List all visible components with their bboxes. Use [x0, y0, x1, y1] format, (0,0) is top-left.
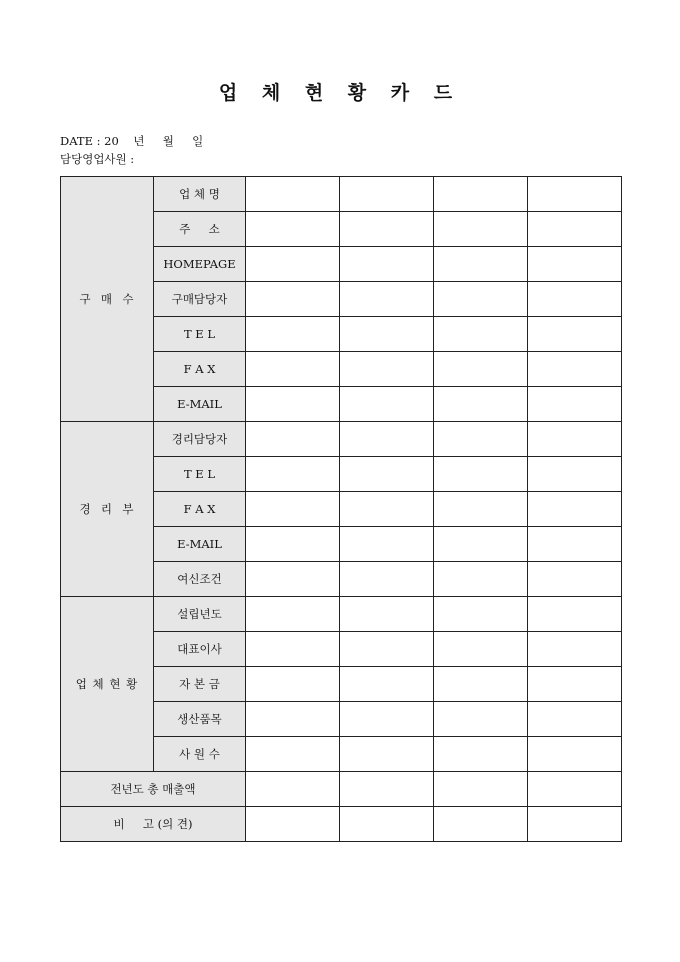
value-cell[interactable]: [434, 702, 528, 737]
value-cell[interactable]: [340, 177, 434, 212]
value-cell[interactable]: [246, 702, 340, 737]
value-cell[interactable]: [340, 457, 434, 492]
row-label: 설립년도: [154, 597, 246, 632]
value-cell[interactable]: [246, 352, 340, 387]
value-cell[interactable]: [434, 352, 528, 387]
value-cell[interactable]: [434, 562, 528, 597]
value-cell[interactable]: [340, 492, 434, 527]
remarks-label: 비 고 (의 견): [61, 807, 246, 842]
value-cell[interactable]: [340, 282, 434, 317]
value-cell[interactable]: [340, 212, 434, 247]
value-cell[interactable]: [246, 177, 340, 212]
value-cell[interactable]: [434, 317, 528, 352]
value-cell[interactable]: [434, 177, 528, 212]
value-cell[interactable]: [246, 212, 340, 247]
value-cell[interactable]: [528, 457, 622, 492]
sales-staff-line: 담당영업사원 :: [60, 152, 135, 166]
value-cell[interactable]: [340, 422, 434, 457]
value-cell[interactable]: [434, 527, 528, 562]
value-cell[interactable]: [434, 632, 528, 667]
value-cell[interactable]: [246, 247, 340, 282]
value-cell[interactable]: [528, 177, 622, 212]
value-cell[interactable]: [340, 667, 434, 702]
value-cell[interactable]: [434, 422, 528, 457]
row-label: 사 원 수: [154, 737, 246, 772]
value-cell[interactable]: [340, 387, 434, 422]
value-cell[interactable]: [434, 282, 528, 317]
value-cell[interactable]: [246, 492, 340, 527]
value-cell[interactable]: [434, 737, 528, 772]
value-cell[interactable]: [246, 737, 340, 772]
value-cell[interactable]: [528, 212, 622, 247]
value-cell[interactable]: [528, 667, 622, 702]
value-cell[interactable]: [340, 702, 434, 737]
value-cell[interactable]: [528, 492, 622, 527]
row-label: T E L: [154, 457, 246, 492]
row-label: 자 본 금: [154, 667, 246, 702]
value-cell[interactable]: [340, 772, 434, 807]
company-status-table: [60, 176, 622, 842]
value-cell[interactable]: [434, 667, 528, 702]
row-label: T E L: [154, 317, 246, 352]
value-cell[interactable]: [434, 387, 528, 422]
value-cell[interactable]: [528, 282, 622, 317]
row-label: E-MAIL: [154, 527, 246, 562]
value-cell[interactable]: [246, 422, 340, 457]
value-cell[interactable]: [246, 317, 340, 352]
value-cell[interactable]: [528, 562, 622, 597]
section-label-accounting: 경 리 부: [61, 422, 154, 597]
value-cell[interactable]: [246, 282, 340, 317]
row-label: 업 체 명: [154, 177, 246, 212]
value-cell[interactable]: [340, 597, 434, 632]
value-cell[interactable]: [434, 492, 528, 527]
value-cell[interactable]: [246, 457, 340, 492]
value-cell[interactable]: [434, 772, 528, 807]
row-label: 생산품목: [154, 702, 246, 737]
value-cell[interactable]: [528, 247, 622, 282]
value-cell[interactable]: [528, 807, 622, 842]
row-label: E-MAIL: [154, 387, 246, 422]
value-cell[interactable]: [528, 317, 622, 352]
table-row: [61, 177, 622, 212]
row-label: 구매담당자: [154, 282, 246, 317]
value-cell[interactable]: [528, 387, 622, 422]
value-cell[interactable]: [246, 562, 340, 597]
row-label: 여신조건: [154, 562, 246, 597]
section-label-company-status: 업 체 현 황: [61, 597, 154, 772]
document-title: 업 체 현 황 카 드: [218, 82, 462, 104]
value-cell[interactable]: [340, 632, 434, 667]
value-cell[interactable]: [246, 597, 340, 632]
row-label: F A X: [154, 352, 246, 387]
value-cell[interactable]: [528, 737, 622, 772]
value-cell[interactable]: [246, 632, 340, 667]
value-cell[interactable]: [246, 807, 340, 842]
value-cell[interactable]: [246, 527, 340, 562]
value-cell[interactable]: [340, 317, 434, 352]
value-cell[interactable]: [528, 597, 622, 632]
value-cell[interactable]: [340, 352, 434, 387]
value-cell[interactable]: [340, 562, 434, 597]
table-row: [61, 597, 622, 632]
table-row: [61, 422, 622, 457]
table-row: [61, 807, 622, 842]
table-row: [61, 772, 622, 807]
value-cell[interactable]: [246, 387, 340, 422]
total-sales-label: 전년도 총 매출액: [61, 772, 246, 807]
value-cell[interactable]: [434, 247, 528, 282]
value-cell[interactable]: [246, 772, 340, 807]
value-cell[interactable]: [434, 807, 528, 842]
value-cell[interactable]: [528, 702, 622, 737]
value-cell[interactable]: [528, 772, 622, 807]
value-cell[interactable]: [528, 527, 622, 562]
value-cell[interactable]: [528, 422, 622, 457]
value-cell[interactable]: [340, 527, 434, 562]
value-cell[interactable]: [246, 667, 340, 702]
date-line: DATE : 20 년 월 일: [60, 134, 204, 148]
row-label: 대표이사: [154, 632, 246, 667]
section-label-purchasing: 구 매 수: [61, 177, 154, 422]
value-cell[interactable]: [434, 457, 528, 492]
row-label: 경리담당자: [154, 422, 246, 457]
value-cell[interactable]: [340, 807, 434, 842]
value-cell[interactable]: [528, 352, 622, 387]
value-cell[interactable]: [434, 212, 528, 247]
value-cell[interactable]: [528, 632, 622, 667]
row-label: F A X: [154, 492, 246, 527]
row-label: 주 소: [154, 212, 246, 247]
value-cell[interactable]: [340, 247, 434, 282]
value-cell[interactable]: [434, 597, 528, 632]
value-cell[interactable]: [340, 737, 434, 772]
row-label: HOMEPAGE: [154, 247, 246, 282]
